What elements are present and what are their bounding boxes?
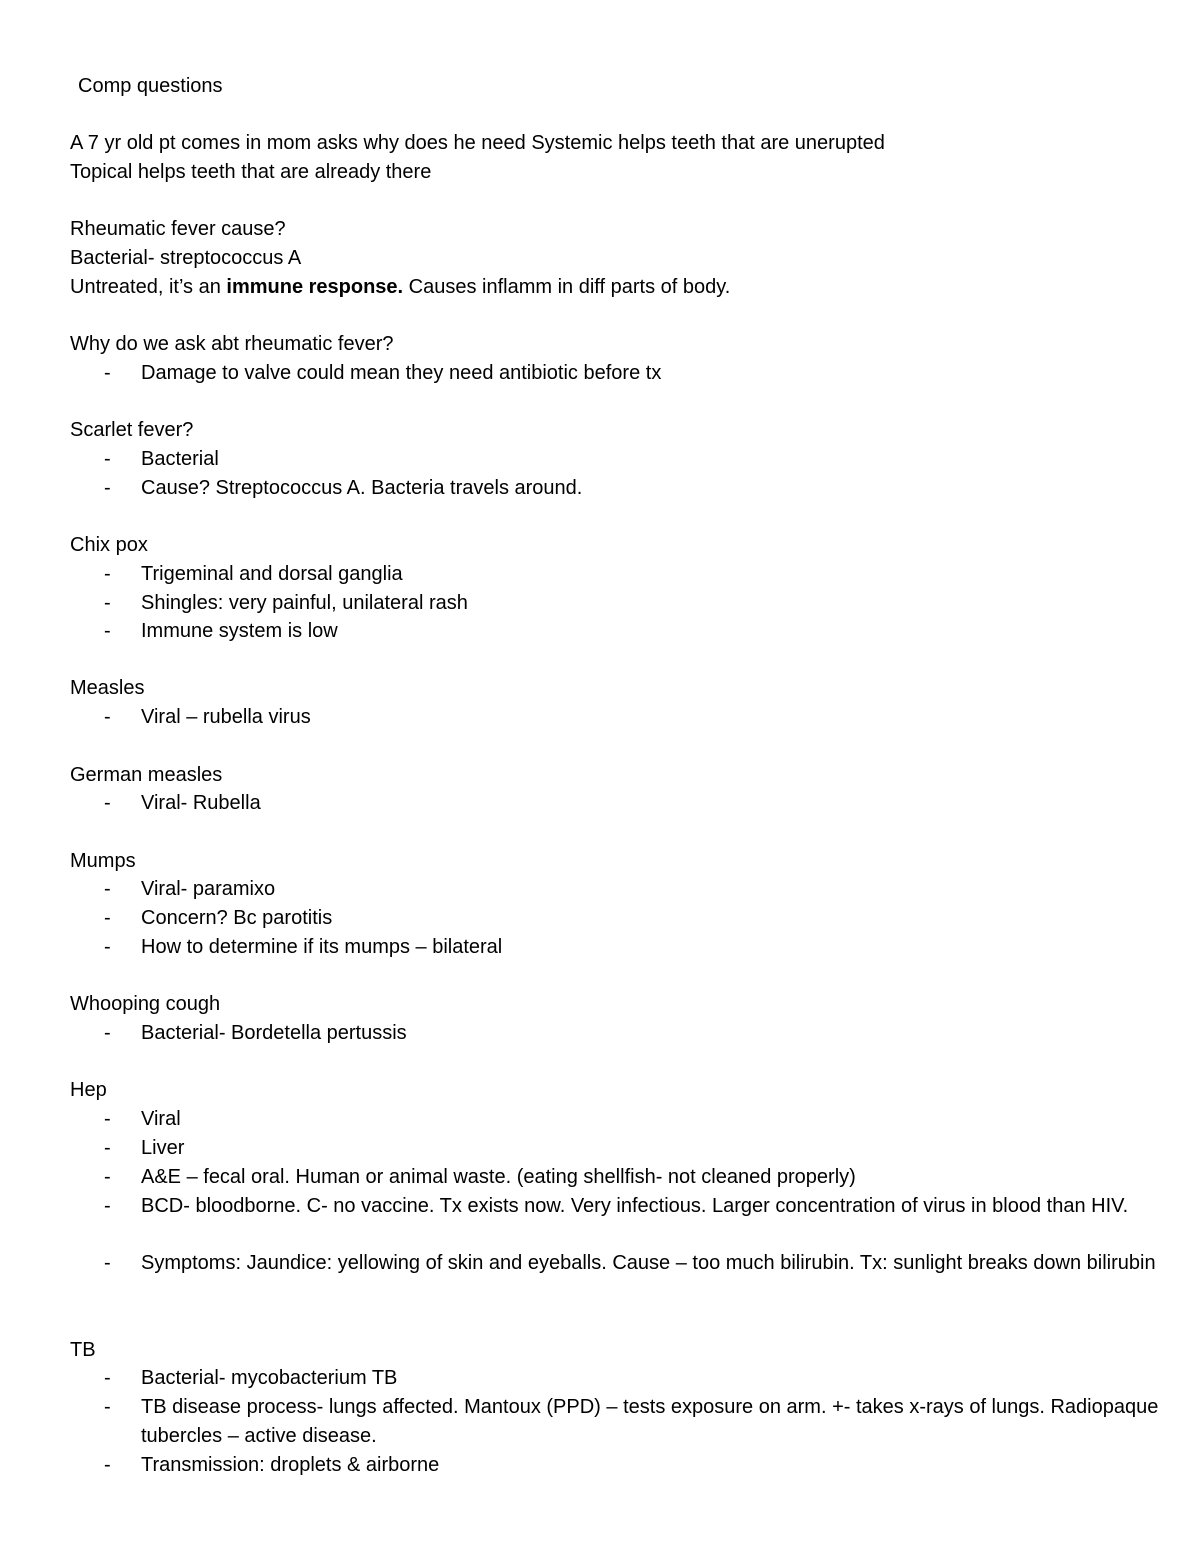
- list-item-text: A&E – fecal oral. Human or animal waste. (eating shellfish- not cleaned properly): [141, 1166, 856, 1188]
- section-heading: Whooping cough: [70, 993, 221, 1015]
- list-item: [104, 1249, 1164, 1278]
- bullet-dash: -: [104, 936, 111, 958]
- list-item: [104, 1192, 1164, 1221]
- section-heading: Hep: [70, 1079, 107, 1101]
- section-heading: Scarlet fever?: [70, 419, 194, 441]
- bullet-dash: -: [104, 706, 111, 728]
- bullet-dash: -: [104, 1166, 111, 1188]
- bullet-dash: -: [104, 362, 111, 384]
- bullet-dash: -: [104, 620, 111, 642]
- bullet-dash: -: [104, 592, 111, 614]
- bullet-dash: -: [104, 1195, 111, 1217]
- list-item: [104, 1019, 1164, 1048]
- bullet-dash: -: [104, 1108, 111, 1130]
- section-heading: German measles: [70, 764, 223, 786]
- list-item: [104, 589, 1164, 618]
- list-item-text: Symptoms: Jaundice: yellowing of skin and eyeballs. Cause – too much bilirubin. Tx: sunlight breaks down bilirubin: [141, 1252, 1156, 1274]
- list-item: [104, 1163, 1164, 1192]
- rheumatic-heading: Rheumatic fever cause?: [70, 218, 286, 240]
- list-item: [104, 1393, 1164, 1451]
- bullet-dash: -: [104, 792, 111, 814]
- list-item-text: Shingles: very painful, unilateral rash: [141, 592, 468, 614]
- section-heading: Mumps: [70, 850, 136, 872]
- rheumatic-line-1: Bacterial- streptococcus A: [70, 247, 302, 269]
- bullet-dash: -: [104, 1022, 111, 1044]
- bullet-dash: -: [104, 477, 111, 499]
- list-item-text: Viral – rubella virus: [141, 706, 311, 728]
- bullet-dash: -: [104, 1396, 111, 1418]
- list-item-text: Viral: [141, 1108, 181, 1130]
- list-item-text: Bacterial- mycobacterium TB: [141, 1367, 398, 1389]
- list-item-text: Cause? Streptococcus A. Bacteria travels around.: [141, 477, 583, 499]
- list-item: [104, 560, 1164, 589]
- immune-response-bold: immune response.: [226, 276, 404, 298]
- list-item: [104, 1451, 1164, 1480]
- list-item: [104, 904, 1164, 933]
- bullet-dash: -: [104, 448, 111, 470]
- section-heading: Measles: [70, 677, 145, 699]
- intro-line-1: A 7 yr old pt comes in mom asks why does he need Systemic helps teeth that are unerupted: [70, 132, 885, 154]
- list-item: [104, 789, 1164, 818]
- list-item-text: Viral- Rubella: [141, 792, 261, 814]
- bullet-dash: -: [104, 878, 111, 900]
- list-item: [104, 1105, 1164, 1134]
- section-heading: Why do we ask abt rheumatic fever?: [70, 333, 394, 355]
- list-item-text: Damage to valve could mean they need antibiotic before tx: [141, 362, 662, 384]
- bullet-dash: -: [104, 1137, 111, 1159]
- list-item-text: Concern? Bc parotitis: [141, 907, 333, 929]
- intro-line-2: Topical helps teeth that are already there: [70, 161, 432, 183]
- bullet-dash: -: [104, 1252, 111, 1274]
- rheumatic-line-2-pre: Untreated, it’s an: [70, 276, 227, 298]
- bullet-dash: -: [104, 907, 111, 929]
- list-item: [104, 617, 1164, 646]
- page-title: Comp questions: [78, 75, 223, 97]
- list-item-text: Bacterial: [141, 448, 219, 470]
- list-item-text: BCD- bloodborne. C- no vaccine. Tx exists now. Very infectious. Larger concentration of virus in blood than HIV.: [141, 1195, 1129, 1217]
- bullet-dash: -: [104, 563, 111, 585]
- list-item: [104, 359, 1164, 388]
- list-item-text: Transmission: droplets & airborne: [141, 1454, 440, 1476]
- section-heading: TB: [70, 1339, 96, 1361]
- list-item-text: How to determine if its mumps – bilateral: [141, 936, 503, 958]
- list-item-text: TB disease process- lungs affected. Mantoux (PPD) – tests exposure on arm. +- takes x-rays of lungs. Radiopaque tubercles – active disease.: [141, 1396, 1159, 1447]
- rheumatic-line-2: [70, 274, 730, 300]
- list-item-text: Liver: [141, 1137, 185, 1159]
- list-item: [104, 875, 1164, 904]
- bullet-dash: -: [104, 1454, 111, 1476]
- rheumatic-line-2-post: Causes inflamm in diff parts of body.: [403, 276, 731, 298]
- list-item: [104, 1134, 1164, 1163]
- list-item-text: Viral- paramixo: [141, 878, 276, 900]
- section-heading: Chix pox: [70, 534, 148, 556]
- list-item: [104, 933, 1164, 962]
- list-item: [104, 445, 1164, 474]
- list-item: [104, 1364, 1164, 1393]
- bullet-dash: -: [104, 1367, 111, 1389]
- list-item: [104, 474, 1164, 503]
- list-item: [104, 703, 1164, 732]
- list-item-text: Trigeminal and dorsal ganglia: [141, 563, 403, 585]
- list-item-text: Immune system is low: [141, 620, 338, 642]
- list-item-text: Bacterial- Bordetella pertussis: [141, 1022, 407, 1044]
